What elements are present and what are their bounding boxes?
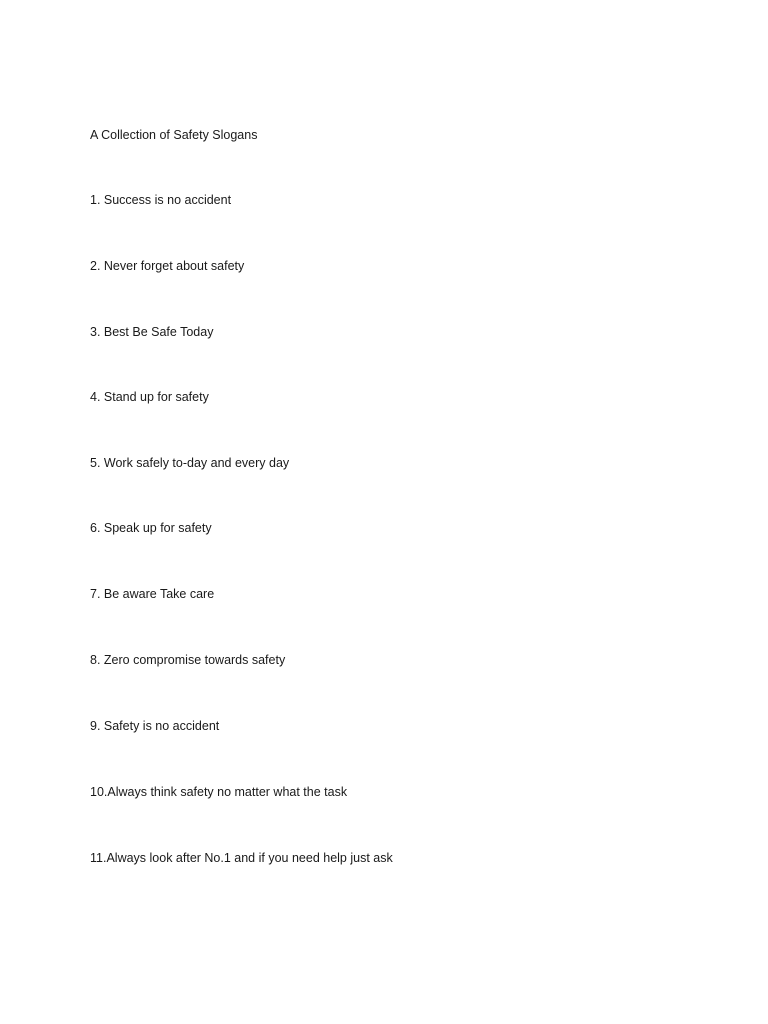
- slogan-item: 10.Always think safety no matter what the task: [90, 785, 348, 799]
- slogan-item: 2. Never forget about safety: [90, 259, 245, 273]
- slogan-item: 6. Speak up for safety: [90, 521, 212, 535]
- document-title: A Collection of Safety Slogans: [90, 128, 258, 142]
- slogan-item: 11.Always look after No.1 and if you need help just ask: [90, 851, 393, 865]
- slogan-item: 7. Be aware Take care: [90, 587, 215, 601]
- slogan-item: 9. Safety is no accident: [90, 719, 220, 733]
- slogan-item: 5. Work safely to-day and every day: [90, 456, 290, 470]
- slogan-item: 1. Success is no accident: [90, 193, 232, 207]
- slogan-item: 3. Best Be Safe Today: [90, 325, 214, 339]
- slogan-item: 4. Stand up for safety: [90, 390, 209, 404]
- slogan-item: 8. Zero compromise towards safety: [90, 653, 286, 667]
